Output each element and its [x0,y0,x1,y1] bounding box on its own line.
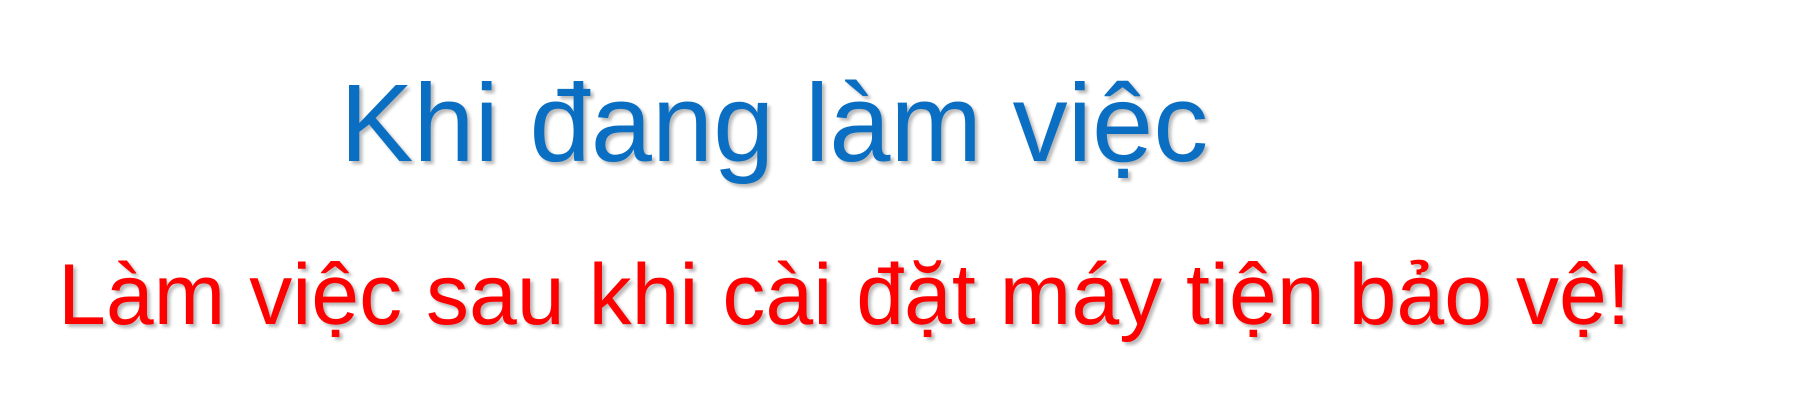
slide-title: Khi đang làm việc [340,62,1209,185]
slide-subtitle: Làm việc sau khi cài đặt máy tiện bảo vệ! [58,247,1631,343]
